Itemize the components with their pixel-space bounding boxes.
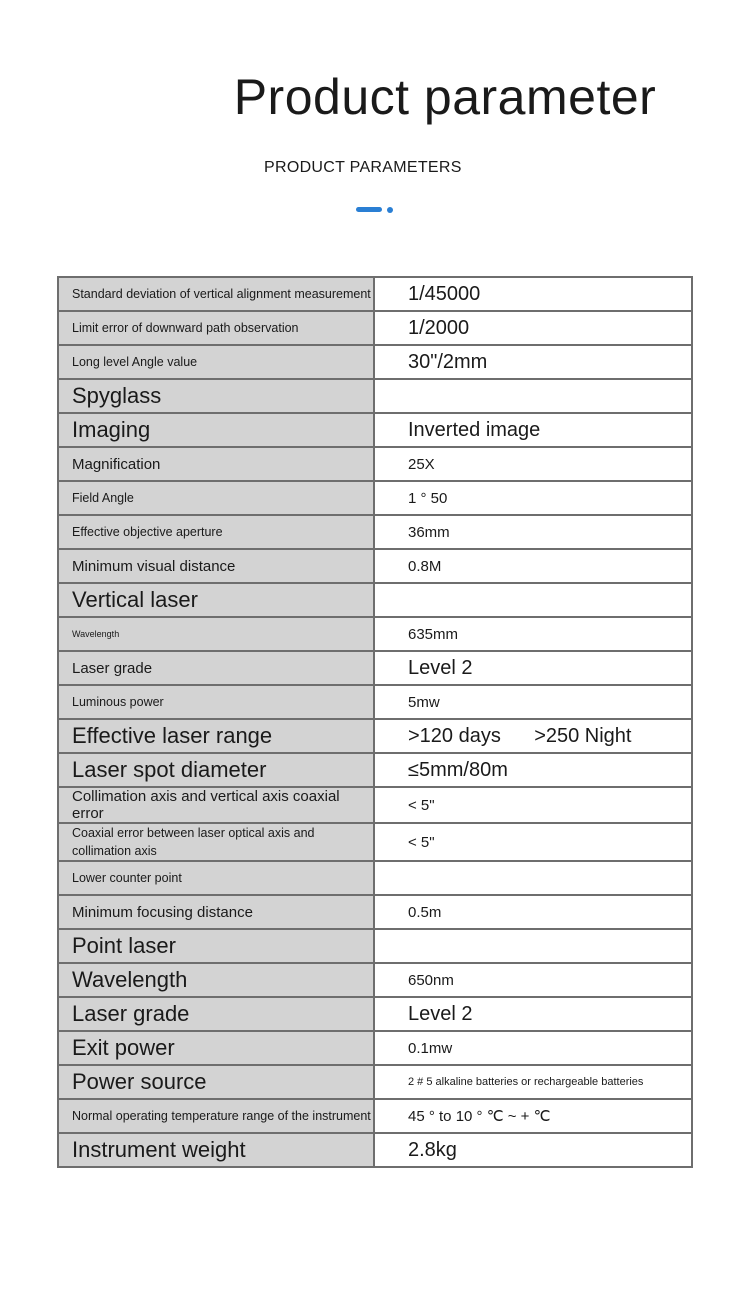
table-row <box>58 823 692 861</box>
parameter-value: Inverted image <box>374 413 692 447</box>
parameter-label: Laser grade <box>58 651 374 685</box>
table-row <box>58 413 692 447</box>
table-row <box>58 515 692 549</box>
table-row <box>58 685 692 719</box>
parameter-value: < 5" <box>374 823 692 861</box>
parameter-value <box>374 379 692 413</box>
parameter-value: 0.1mw <box>374 1031 692 1065</box>
parameter-value: 635mm <box>374 617 692 651</box>
parameter-value: < 5" <box>374 787 692 823</box>
table-row <box>58 583 692 617</box>
table-row <box>58 787 692 823</box>
table-row <box>58 861 692 895</box>
parameter-value <box>374 861 692 895</box>
table-row <box>58 311 692 345</box>
parameter-value: ≤5mm/80m <box>374 753 692 787</box>
parameter-label: Effective objective aperture <box>58 515 374 549</box>
table-row <box>58 1133 692 1167</box>
parameter-value <box>374 929 692 963</box>
page-title: Product parameter <box>233 69 657 125</box>
parameter-label: Minimum visual distance <box>58 549 374 583</box>
table-row <box>58 651 692 685</box>
table-row <box>58 345 692 379</box>
table-row <box>58 1065 692 1099</box>
parameter-label: Effective laser range <box>58 719 374 753</box>
parameter-value: Level 2 <box>374 997 692 1031</box>
parameter-label: Laser spot diameter <box>58 753 374 787</box>
table-row <box>58 895 692 929</box>
parameter-label: Minimum focusing distance <box>58 895 374 929</box>
page-subtitle: PRODUCT PARAMETERS <box>264 159 462 176</box>
parameter-label: Collimation axis and vertical axis coaxial error <box>58 787 374 823</box>
parameter-label: Instrument weight <box>58 1133 374 1167</box>
parameter-value: 25X <box>374 447 692 481</box>
parameter-label: Point laser <box>58 929 374 963</box>
table-row <box>58 719 692 753</box>
table-row <box>58 277 692 311</box>
table-row <box>58 447 692 481</box>
table-row <box>58 1099 692 1133</box>
parameter-value: 1 ° 50 <box>374 481 692 515</box>
table-row <box>58 617 692 651</box>
table-row <box>58 1031 692 1065</box>
parameter-value: 0.5m <box>374 895 692 929</box>
parameter-label: Vertical laser <box>58 583 374 617</box>
parameter-value: 0.8M <box>374 549 692 583</box>
table-row <box>58 963 692 997</box>
parameter-label: Long level Angle value <box>58 345 374 379</box>
parameter-value: 1/45000 <box>374 277 692 311</box>
parameter-label: Spyglass <box>58 379 374 413</box>
parameter-value: 36mm <box>374 515 692 549</box>
table-row <box>58 753 692 787</box>
parameter-table <box>57 276 693 1168</box>
parameter-value: 45 ° to 10 ° ℃ ~ + ℃ <box>374 1099 692 1133</box>
divider-dot <box>387 207 393 213</box>
parameter-value: 1/2000 <box>374 311 692 345</box>
parameter-value: 650nm <box>374 963 692 997</box>
table-row <box>58 929 692 963</box>
parameter-label: Lower counter point <box>58 861 374 895</box>
parameter-value: 2 # 5 alkaline batteries or rechargeable batteries <box>374 1065 692 1099</box>
parameter-value: 2.8kg <box>374 1133 692 1167</box>
table-row <box>58 481 692 515</box>
table-row <box>58 549 692 583</box>
parameter-label: Normal operating temperature range of the instrument <box>58 1099 374 1133</box>
parameter-label: Wavelength <box>58 963 374 997</box>
divider-bar <box>356 207 382 212</box>
parameter-label: Standard deviation of vertical alignment measurement <box>58 277 374 311</box>
parameter-label: Limit error of downward path observation <box>58 311 374 345</box>
parameter-label: Luminous power <box>58 685 374 719</box>
parameter-label: Power source <box>58 1065 374 1099</box>
parameter-label: Laser grade <box>58 997 374 1031</box>
parameter-value: 30"/2mm <box>374 345 692 379</box>
parameter-label: Field Angle <box>58 481 374 515</box>
parameter-value: >120 days >250 Night <box>374 719 692 753</box>
parameter-label: Exit power <box>58 1031 374 1065</box>
parameter-label: Coaxial error between laser optical axis and collimation axis <box>58 823 374 861</box>
parameter-value <box>374 583 692 617</box>
parameter-value: Level 2 <box>374 651 692 685</box>
parameter-value: 5mw <box>374 685 692 719</box>
table-row <box>58 997 692 1031</box>
parameter-label: Wavelength <box>58 617 374 651</box>
parameter-label: Imaging <box>58 413 374 447</box>
table-row <box>58 379 692 413</box>
parameter-label: Magnification <box>58 447 374 481</box>
